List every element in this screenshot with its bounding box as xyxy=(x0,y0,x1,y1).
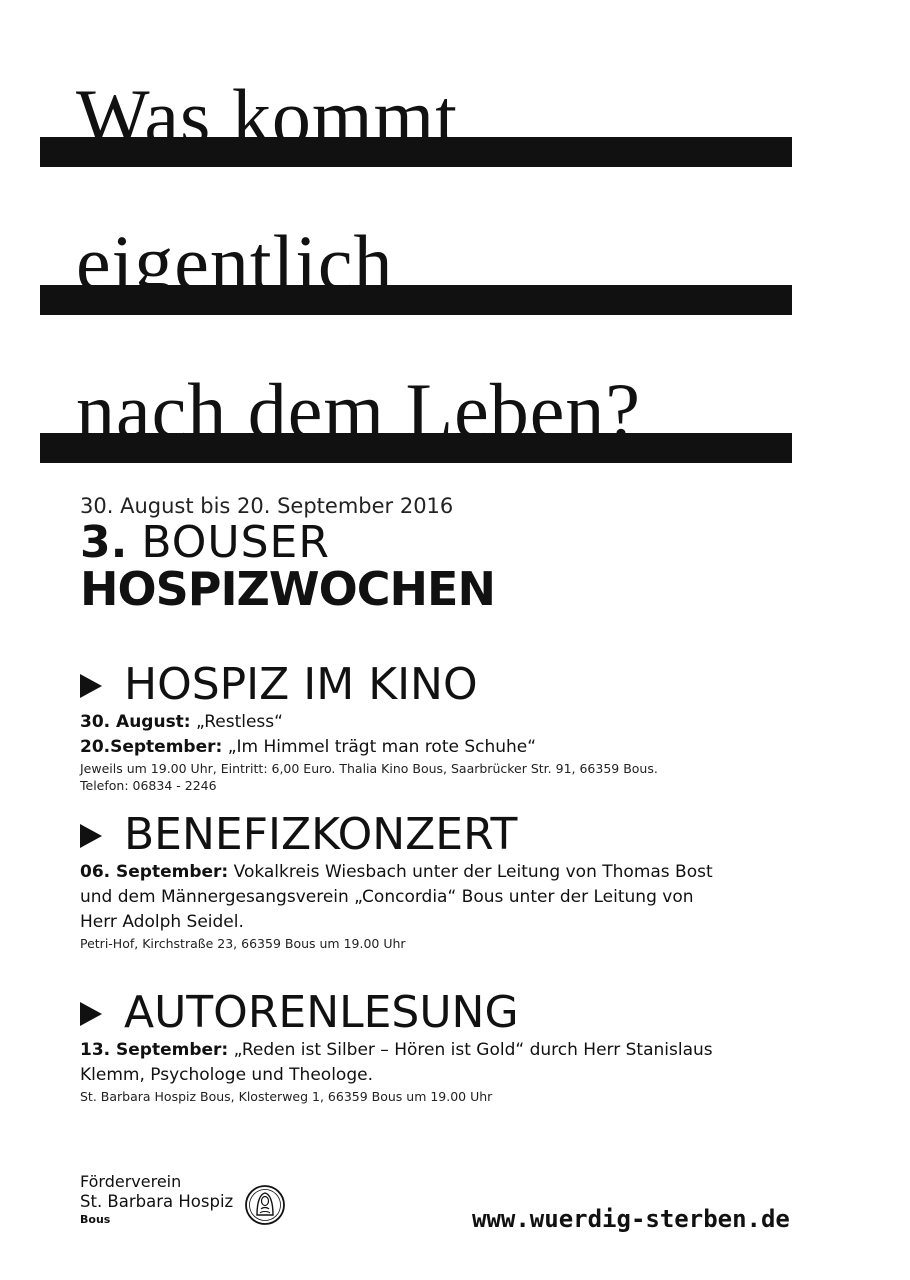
event-title-line2: HOSPIZWOCHEN xyxy=(80,562,495,616)
org-name-line2: St. Barbara Hospiz xyxy=(80,1192,234,1211)
event-number: 3. xyxy=(80,517,128,568)
section-heading xyxy=(80,810,740,860)
entry-detail: St. Barbara Hospiz Bous, Klosterweg 1, 66359 Bous um 19.00 Uhr xyxy=(80,1089,493,1104)
section-heading-text: AUTORENLESUNG xyxy=(124,987,519,1038)
entry xyxy=(80,735,740,760)
organization-block xyxy=(80,1172,233,1228)
event-title xyxy=(80,517,495,616)
entry xyxy=(80,860,720,935)
headline-line-2: eigentlich xyxy=(76,219,394,306)
entry-detail: Petri-Hof, Kirchstraße 23, 66359 Bous um 19.00 Uhr xyxy=(80,936,406,951)
entry-text: Vokalkreis Wiesbach unter der Leitung von Thomas Bost und dem Männergesangsverein „Concordia“ Bous unter der Leitung von Herr Adolph Seidel. xyxy=(80,862,713,932)
entry-text: „Reden ist Silber – Hören ist Gold“ durch Herr Stanislaus Klemm, Psychologe und Theologe. xyxy=(80,1040,713,1085)
entry-date: 13. September: xyxy=(80,1040,229,1060)
section-heading-text: BENEFIZKONZERT xyxy=(124,809,518,860)
section-benefizkonzert xyxy=(80,810,740,952)
entry-detail: Jeweils um 19.00 Uhr, Eintritt: 6,00 Euro. Thalia Kino Bous, Saarbrücker Str. 91, 66359 Bous. xyxy=(80,761,658,776)
org-name-line1: Förderverein xyxy=(80,1172,182,1191)
section-hospiz-im-kino xyxy=(80,660,740,794)
event-title-word: BOUSER xyxy=(141,517,330,568)
entry xyxy=(80,1038,730,1088)
triangle-bullet-icon xyxy=(80,824,102,848)
website-link[interactable]: www.wuerdig-sterben.de xyxy=(472,1205,790,1233)
section-autorenlesung xyxy=(80,988,740,1105)
section-heading-text: HOSPIZ IM KINO xyxy=(124,659,478,710)
section-heading xyxy=(80,660,740,710)
entry-text: „Im Himmel trägt man rote Schuhe“ xyxy=(222,737,537,757)
entry xyxy=(80,710,740,735)
entry-date: 20.September: xyxy=(80,737,223,757)
date-range: 30. August bis 20. September 2016 xyxy=(80,494,454,518)
entry-text: „Restless“ xyxy=(190,712,283,732)
org-name-line3: Bous xyxy=(80,1213,111,1226)
entry-date: 30. August: xyxy=(80,712,191,732)
headline-line-1: Was kommt xyxy=(76,73,458,160)
section-heading xyxy=(80,988,740,1038)
entry-date: 06. September: xyxy=(80,862,229,882)
triangle-bullet-icon xyxy=(80,1002,102,1026)
madonna-seal-icon xyxy=(244,1184,286,1231)
triangle-bullet-icon xyxy=(80,674,102,698)
entry-detail: Telefon: 06834 - 2246 xyxy=(80,778,217,793)
headline-line-3: nach dem Leben? xyxy=(76,367,642,454)
